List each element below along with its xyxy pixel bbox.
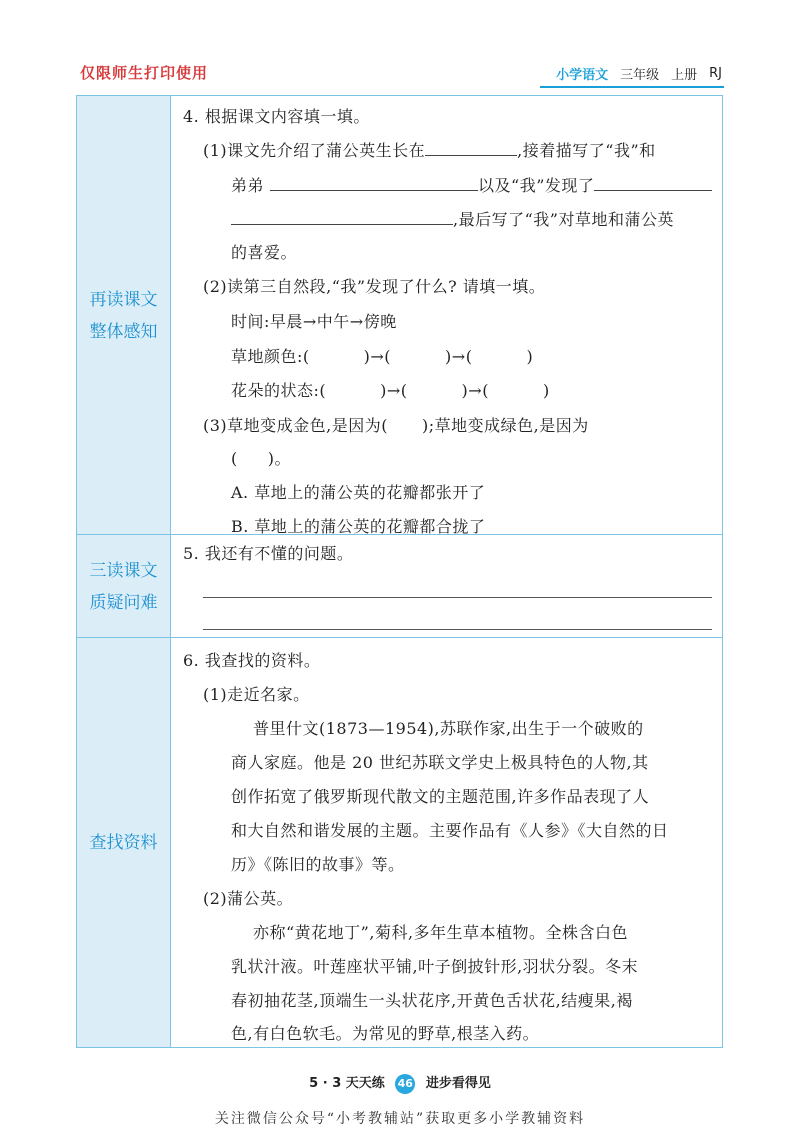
section-label-research [77,638,171,1047]
footer-series: 5 · 3 天天练 [309,1076,385,1091]
question-4 [171,96,722,534]
paragraph-line: 和大自然和谐发展的主题。主要作品有《人参》《大自然的日 [231,821,669,840]
q4-part1-line3: ,最后写了“我”对草地和蒲公英 [231,207,674,230]
section-label-line: 再读课文 [89,289,158,310]
paragraph-line: 创作拓宽了俄罗斯现代散文的主题范围,许多作品表现了人 [231,787,650,806]
section-label-line: 整体感知 [89,321,158,342]
q4-part3-line2: ( )。 [231,449,291,468]
subject-label: 小学语文 [556,68,609,83]
q4-part2-grass-color: 草地颜色:( )→( )→( ) [231,347,534,366]
answer-line[interactable] [203,629,712,630]
paragraph-line: 色,有白色软毛。为常见的野草,根茎入药。 [231,1024,540,1043]
q4-part1-line4: 的喜爱。 [231,243,298,262]
volume-label: 上册 [671,68,698,83]
print-notice: 仅限师生打印使用 [80,64,209,82]
section-label-line: 三读课文 [89,560,158,581]
footer-slogan: 进步看得见 [425,1076,491,1091]
section-label-question [77,535,171,638]
section-label-line: 查找资料 [89,832,158,853]
row-divider [77,637,722,638]
option-a: A. 草地上的蒲公英的花瓣都张开了 [231,483,486,502]
q6-part1-title: (1)走近名家。 [203,685,310,704]
fill-blank[interactable] [594,176,712,191]
paragraph-line: 乳状汁液。叶莲座状平铺,叶子倒披针形,羽状分裂。冬末 [231,957,639,976]
question-6 [171,640,722,1047]
question-title: 6. 我查找的资料。 [183,651,321,670]
q4-part2-flower-state: 花朵的状态:( )→( )→( ) [231,381,550,400]
q4-part2-title: (2)读第三自然段,“我”发现了什么? 请填一填。 [203,277,546,296]
option-b: B. 草地上的蒲公英的花瓣都合拢了 [231,517,486,536]
page-number: 46 [395,1074,415,1094]
fill-blank[interactable] [270,176,478,191]
section-label-line: 质疑问难 [89,592,158,613]
fill-blank[interactable] [231,210,453,225]
q4-part2-time: 时间:早晨→中午→傍晚 [231,312,397,331]
q4-part1-line1: (1)课文先介绍了蒲公英生长在 ,接着描写了“我”和 [203,141,656,160]
answer-line[interactable] [203,597,712,598]
grade-label: 三年级 [620,68,660,83]
paragraph-line: 历》《陈旧的故事》等。 [231,855,405,874]
edition-label: RJ [709,66,722,81]
question-title: 5. 我还有不懂的问题。 [183,544,354,563]
q4-part1-line2: 弟弟 以及“我”发现了 [231,173,712,196]
book-info [556,64,722,83]
worksheet-table [76,95,723,1048]
question-title: 4. 根据课文内容填一填。 [183,107,370,126]
fill-blank[interactable] [425,141,517,156]
paragraph-line: 普里什文(1873—1954),苏联作家,出生于一个破败的 [253,719,644,738]
q4-part3-line1: (3)草地变成金色,是因为( );草地变成绿色,是因为 [203,416,589,435]
question-5 [171,537,722,637]
q6-part2-title: (2)蒲公英。 [203,889,294,908]
watermark-text: 关注微信公众号“小考教辅站”获取更多小学教辅资料 [214,1111,586,1127]
page-footer [0,1072,800,1094]
paragraph-line: 商人家庭。他是 20 世纪苏联文学史上极具特色的人物,其 [231,753,649,772]
section-label-reread [77,96,171,535]
header-rule [540,86,724,88]
paragraph-line: 春初抽花茎,顶端生一头状花序,开黄色舌状花,结瘦果,褐 [231,991,633,1010]
paragraph-line: 亦称“黄花地丁”,菊科,多年生草本植物。全株含白色 [253,923,629,942]
